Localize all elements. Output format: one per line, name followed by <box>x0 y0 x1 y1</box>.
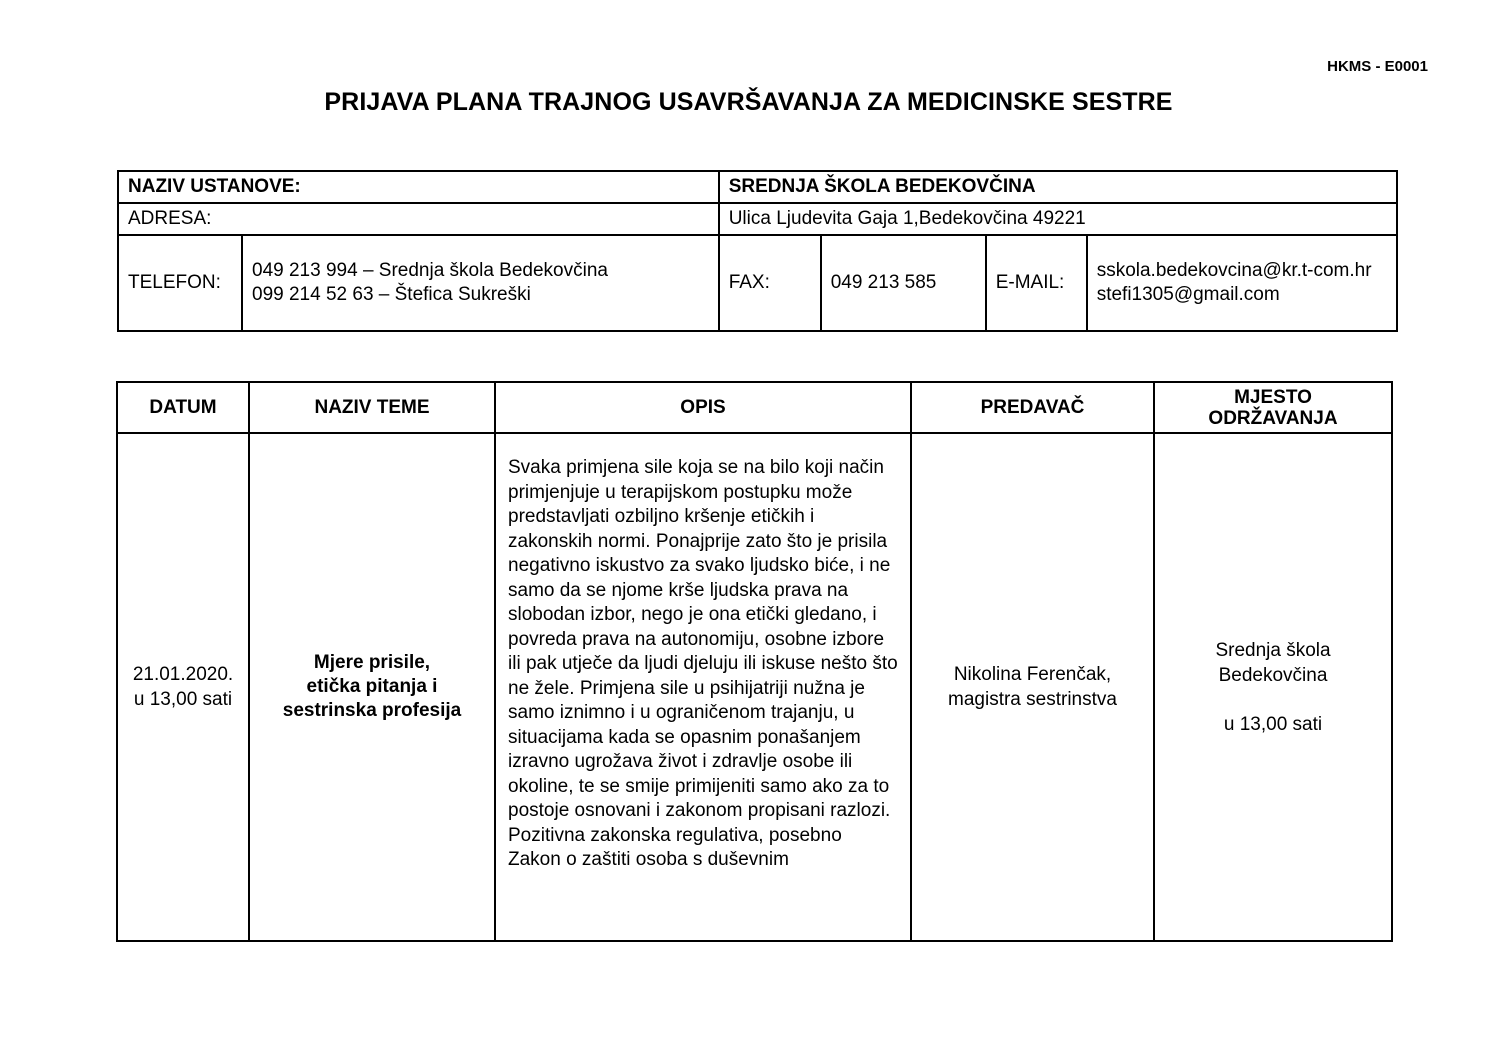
description-continued: Zakon o zaštiti osoba s duševnim <box>508 849 789 870</box>
phone-value <box>242 235 719 331</box>
description-cell <box>495 433 911 941</box>
email-line: sskola.bedekovcina@kr.t-com.hr <box>1096 260 1372 281</box>
place-cell <box>1154 433 1392 941</box>
header-topic: NAZIV TEME <box>249 382 495 433</box>
page-title: PRIJAVA PLANA TRAJNOG USAVRŠAVANJA ZA MEDICINSKE SESTRE <box>324 88 1173 116</box>
description-continued: Pozitivna zakonska regulativa, posebno <box>508 824 842 846</box>
phone-line: 099 214 52 63 – Štefica Sukreški <box>252 284 531 305</box>
place-time: u 13,00 sati <box>1223 713 1323 735</box>
header-place-line: ODRŽAVANJA <box>1208 407 1338 429</box>
description-text: Svaka primjena sile koja se na bilo koji način primjenjuje u terapijskom postupku može predstavljati ozbiljno kršenje etičkih i zakonskih normi. Ponajprije zato što je prisila negativno iskustvo za svako ljudsko biće, i ne samo da se njome krše ljudska prava na slobodan izbor, nego je ona etički gledano, i povreda prava na autonomiju, osobne izbore ili pak utječe da ljudi djeluju ili iskuse nešto što ne žele. Primjena sile u psihijatriji nužna je samo iznimno i u ograničenom trajanju, u situacijama kada se opasnim ponašanjem izravno ugrožava život i zdravlje osobe ili okoline, te se smije primijeniti samo ako za to postoje osnovani i zakonom propisani razlozi. <box>508 457 898 821</box>
header-place-line: MJESTO <box>1234 386 1312 408</box>
education-plan-table <box>116 381 1393 942</box>
topic-cell <box>249 433 495 941</box>
time-line: u 13,00 sati <box>133 689 233 710</box>
place-line: Srednja škola <box>1215 639 1331 661</box>
date-line: 21.01.2020. <box>132 664 234 685</box>
phone-label: TELEFON: <box>118 235 242 331</box>
topic-line: Mjere prisile, <box>313 652 431 673</box>
institution-name-value: SREDNJA ŠKOLA BEDEKOVČINA <box>719 171 1397 203</box>
address-row <box>118 203 1397 235</box>
form-code: HKMS - E0001 <box>1327 58 1428 75</box>
header-place <box>1154 382 1392 433</box>
lecturer-name: Nikolina Ferenčak, <box>953 664 1112 685</box>
header-date: DATUM <box>117 382 249 433</box>
header-description: OPIS <box>495 382 911 433</box>
place-line: Bedekovčina <box>1218 664 1328 686</box>
fax-label: FAX: <box>719 235 821 331</box>
institution-table <box>117 170 1398 332</box>
email-line: stefi1305@gmail.com <box>1096 284 1280 305</box>
email-value <box>1087 235 1397 331</box>
header-lecturer: PREDAVAČ <box>911 382 1154 433</box>
topic-line: etička pitanja i <box>306 676 438 697</box>
date-cell <box>117 433 249 941</box>
phone-line: 049 213 994 – Srednja škola Bedekovčina <box>252 260 608 281</box>
fax-value: 049 213 585 <box>821 235 986 331</box>
header-row <box>117 382 1392 433</box>
lecturer-title: magistra sestrinstva <box>948 689 1117 710</box>
institution-name-label: NAZIV USTANOVE: <box>118 171 719 203</box>
contact-row <box>118 235 1397 331</box>
table-row <box>117 433 1392 941</box>
address-value: Ulica Ljudevita Gaja 1,Bedekovčina 49221 <box>719 203 1397 235</box>
lecturer-cell <box>911 433 1154 941</box>
institution-name-row <box>118 171 1397 203</box>
address-label: ADRESA: <box>118 203 719 235</box>
topic-line: sestrinska profesija <box>282 700 462 721</box>
email-label: E-MAIL: <box>986 235 1087 331</box>
description-text-wrap <box>508 456 900 918</box>
